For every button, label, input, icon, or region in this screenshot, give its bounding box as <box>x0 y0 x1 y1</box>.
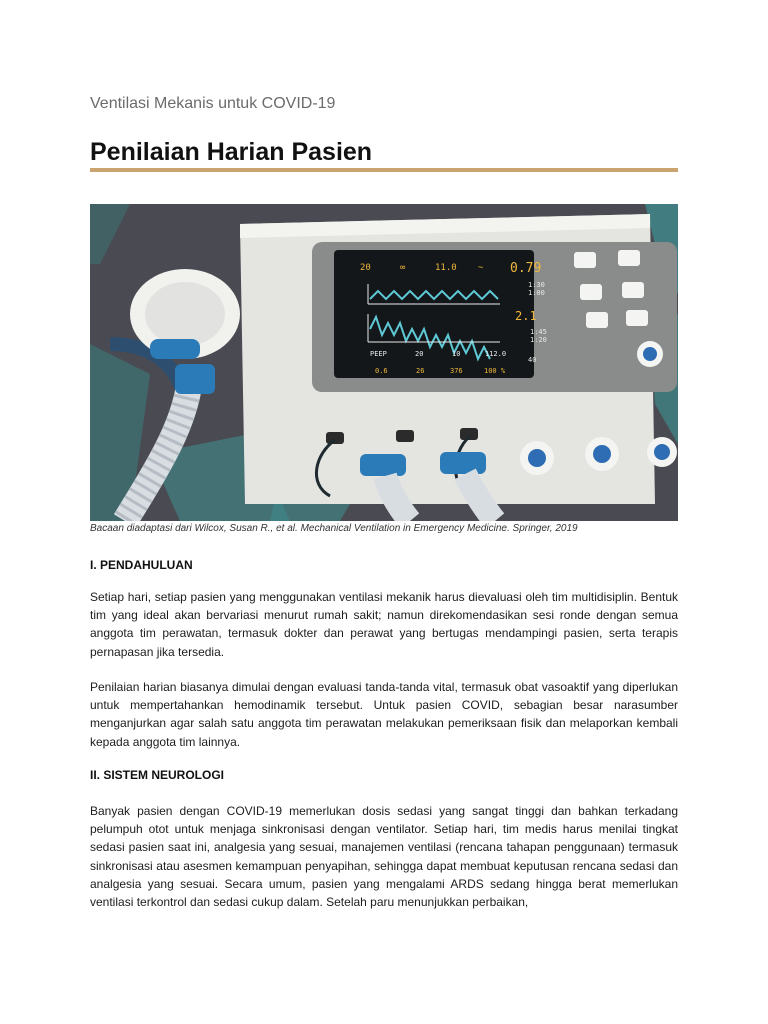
screen-bottom-value: 376 <box>450 367 463 375</box>
figure-caption: Bacaan diadaptasi dari Wilcox, Susan R., et al. Mechanical Ventilation in Emergency Medicine. Springer, 2019 <box>90 523 578 534</box>
screen-bottom-label: 20 <box>415 350 424 358</box>
paragraph: Setiap hari, setiap pasien yang menggunakan ventilasi mekanik harus dievaluasi oleh tim multidisiplin. Bentuk tim yang ideal akan bervariasi menurut rumah sakit; namun direkomendasikan sesi ronde dengan semua anggota tim perawatan, termasuk dokter dan perawat yang bertugas mendampingi pasien, serta terapis pernapasan jika tersedia. <box>90 590 678 659</box>
section-heading-neurologi: II. SISTEM NEUROLOGI <box>90 768 225 782</box>
ventilator-illustration <box>90 204 678 521</box>
title-divider <box>90 168 678 172</box>
screen-right-value: 1:30 <box>528 281 545 289</box>
paragraph: Banyak pasien dengan COVID-19 memerlukan dosis sedasi yang sangat tinggi dan bahkan terkadang pelumpuh otot untuk menjaga sinkronisasi dengan ventilator. Setiap hari, tim medis harus menilai tingkat sedasi pasien saat ini, analgesia yang sesuai, manajemen ventilasi (rencana tahapan penggunaan) termasuk sinkronisasi atau asesmen kemampuan penyapihan, sehingga dapat membuat keputusan rencana sedasi dan analgesia yang sesuai. Secara umum, pasien yang mengalami ARDS sedang hingga berat memerlukan ventilasi terkontrol dan sedasi cukup dalam. Setelah paru menunjukkan perbaikan, <box>90 804 678 910</box>
screen-top-value: ∞ <box>400 263 406 273</box>
screen-top-value: 11.0 <box>435 263 457 273</box>
screen-main-value: 0.79 <box>510 261 542 276</box>
screen-bottom-label: 112.0 <box>485 350 507 358</box>
screen-bottom-label: PEEP <box>370 350 387 358</box>
screen-top-value: 20 <box>360 263 371 273</box>
screen-right-main-value: 2.1 <box>515 309 537 323</box>
screen-bottom-value: 0.6 <box>375 367 388 375</box>
screen-bottom-value: 100 % <box>484 367 506 375</box>
document-subtitle: Ventilasi Mekanis untuk COVID-19 <box>90 95 336 112</box>
screen-right-value: 40 <box>528 356 537 364</box>
screen-bottom-value: 26 <box>416 367 425 375</box>
section-heading-pendahuluan: I. PENDAHULUAN <box>90 558 193 572</box>
screen-right-value: 1:20 <box>530 336 547 344</box>
paragraph: Penilaian harian biasanya dimulai dengan evaluasi tanda-tanda vital, termasuk obat vasoaktif yang diperlukan untuk mempertahankan hemodinamik tersebut. Untuk pasien COVID, sebagian besar narasumber menganjurkan agar salah satu anggota tim perawatan melakukan pemeriksaan fisik dan melaporkan kembali kepada anggota tim lainnya. <box>90 680 678 749</box>
screen-top-value: ~ <box>478 263 484 273</box>
screen-right-value: 1:00 <box>528 289 545 297</box>
screen-bottom-label: 10 <box>452 350 461 358</box>
page-title: Penilaian Harian Pasien <box>90 138 373 166</box>
screen-right-value: 1:45 <box>530 328 547 336</box>
